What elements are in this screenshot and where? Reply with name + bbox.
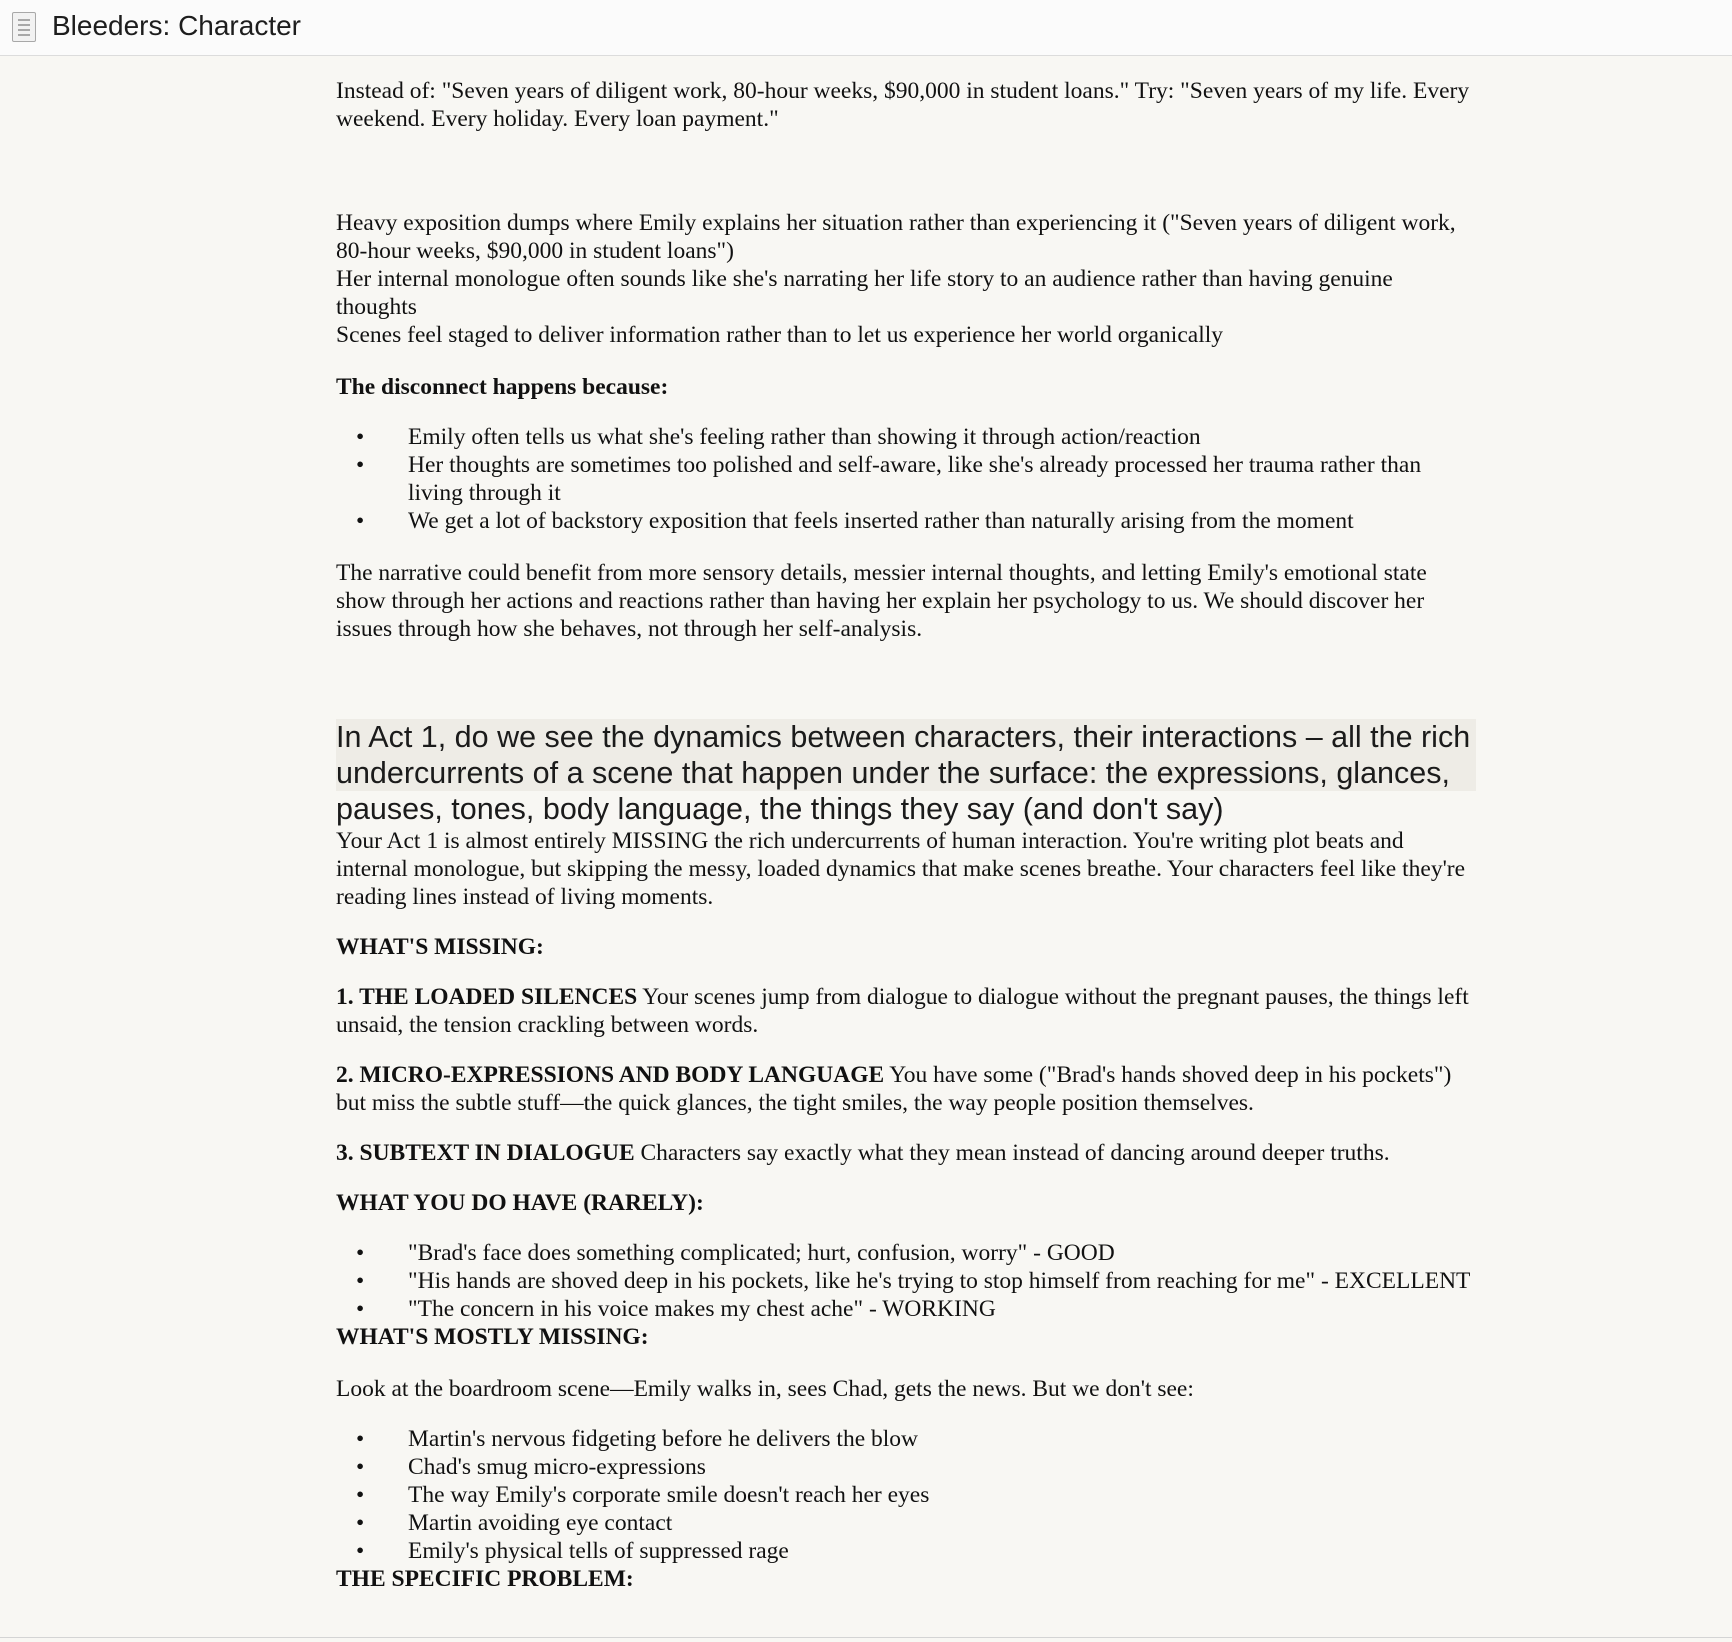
what-you-have-heading: WHAT YOU DO HAVE (RARELY): [336, 1190, 704, 1216]
paragraph-boardroom: Look at the boardroom scene—Emily walks in, sees Chad, gets the news. But we don't see: [336, 1376, 1194, 1402]
missing-item-3 [336, 1139, 1476, 1167]
window-bottom-divider [0, 1637, 1732, 1638]
missing-item-3-text: Characters say exactly what they mean instead of dancing around deeper truths. [634, 1140, 1390, 1166]
missing-item-3-title: 3. SUBTEXT IN DIALOGUE [336, 1140, 635, 1166]
what-you-have-list [336, 1239, 1476, 1323]
list-item: • Martin's nervous fidgeting before he delivers the blow [336, 1425, 1476, 1453]
question-prompt: In Act 1, do we see the dynamics between characters, their interactions – all the rich undercurrents of a scene that happen under the surface: the expressions, glances, pauses, tones, body language, the things they say (and don't say) [336, 719, 1476, 827]
mostly-missing-heading: WHAT'S MOSTLY MISSING: [336, 1324, 649, 1350]
paragraph-instead-of: Instead of: "Seven years of diligent work, 80-hour weeks, $90,000 in student loans." Try: "Seven years of my life. Every weekend. Every holiday. Every loan payment." [336, 78, 1470, 132]
list-item: • The way Emily's corporate smile doesn't reach her eyes [336, 1481, 1476, 1509]
list-item: • Emily often tells us what she's feeling rather than showing it through action/reaction [336, 423, 1476, 451]
list-item: • "Brad's face does something complicated; hurt, confusion, worry" - GOOD [336, 1239, 1476, 1267]
specific-problem-heading: THE SPECIFIC PROBLEM: [336, 1566, 634, 1592]
list-item: • Her thoughts are sometimes too polished and self-aware, like she's already processed her trauma rather than living through it [336, 451, 1476, 507]
missing-item-2-text: You have some ("Brad's hands shoved deep in his pockets") but miss the subtle stuff—the quick glances, the tight smiles, the way people position themselves. [336, 1062, 1452, 1116]
list-item: • Martin avoiding eye contact [336, 1509, 1476, 1537]
document-body[interactable] [336, 56, 1476, 1593]
document-icon [12, 12, 36, 42]
note-line: Scenes feel staged to deliver information rather than to let us experience her world organically [336, 322, 1224, 348]
boardroom-list [336, 1425, 1476, 1565]
missing-item-2-title: 2. MICRO-EXPRESSIONS AND BODY LANGUAGE [336, 1062, 885, 1088]
list-item: • "The concern in his voice makes my chest ache" - WORKING [336, 1295, 1476, 1323]
list-item: • We get a lot of backstory exposition that feels inserted rather than naturally arising from the moment [336, 507, 1476, 535]
missing-item-2 [336, 1061, 1476, 1117]
missing-item-1-title: 1. THE LOADED SILENCES [336, 984, 638, 1010]
paragraph-narrative: The narrative could benefit from more sensory details, messier internal thoughts, and letting Emily's emotional state show through her actions and reactions rather than having her explain her psychology to us. We should discover her issues through how she behaves, not through her self-analysis. [336, 560, 1427, 642]
exposition-notes [336, 209, 1476, 349]
whats-missing-heading: WHAT'S MISSING: [336, 934, 544, 960]
paragraph-act1: Your Act 1 is almost entirely MISSING the rich undercurrents of human interaction. You're writing plot beats and internal monologue, but skipping the messy, loaded dynamics that make scenes breathe. Your characters feel like they're reading lines instead of living moments. [336, 828, 1466, 910]
disconnect-heading: The disconnect happens because: [336, 374, 669, 400]
missing-item-1 [336, 983, 1476, 1039]
disconnect-list [336, 423, 1476, 535]
window-title: Bleeders: Character [52, 10, 302, 41]
title-bar [0, 0, 1732, 56]
list-item: • Emily's physical tells of suppressed rage [336, 1537, 1476, 1565]
note-line: Heavy exposition dumps where Emily explains her situation rather than experiencing it ("Seven years of diligent work, 80-hour weeks, $90,000 in student loans") [336, 210, 1456, 264]
missing-item-1-text: Your scenes jump from dialogue to dialogue without the pregnant pauses, the things left unsaid, the tension crackling between words. [336, 984, 1469, 1038]
note-line: Her internal monologue often sounds like she's narrating her life story to an audience rather than having genuine thoughts [336, 266, 1393, 320]
list-item: • Chad's smug micro-expressions [336, 1453, 1476, 1481]
list-item: • "His hands are shoved deep in his pockets, like he's trying to stop himself from reaching for me" - EXCELLENT [336, 1267, 1476, 1295]
